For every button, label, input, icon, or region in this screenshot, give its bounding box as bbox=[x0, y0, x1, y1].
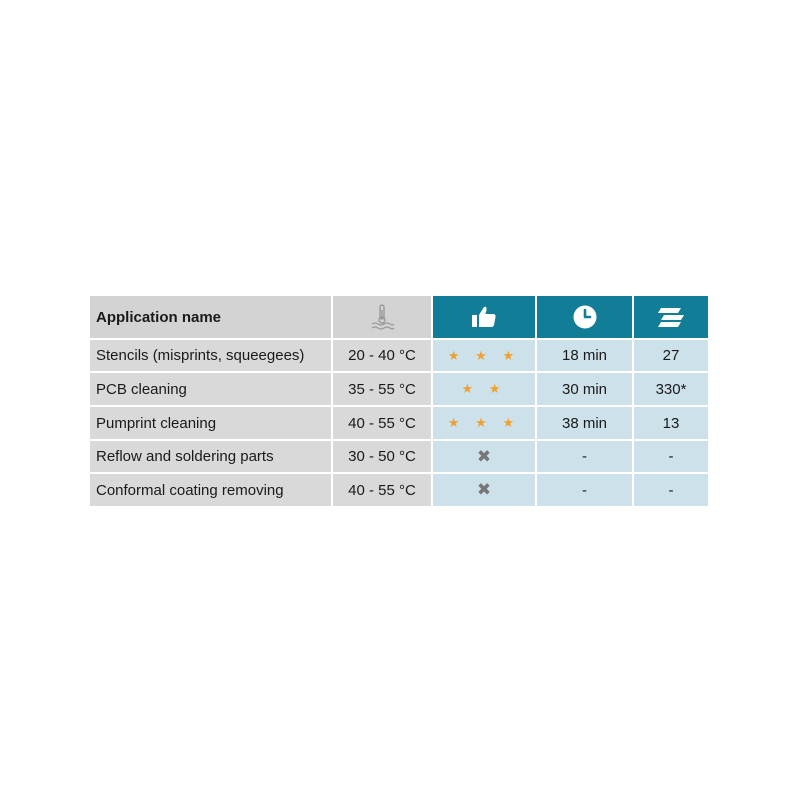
table-row-name: PCB cleaning bbox=[90, 373, 333, 407]
table-row-name: Stencils (misprints, squeegees) bbox=[90, 340, 333, 373]
star-rating-icon: ★ ★ ★ bbox=[447, 415, 521, 430]
not-suitable-icon: ✖ bbox=[476, 446, 492, 466]
table-row-rating bbox=[433, 441, 537, 474]
table-row-count: 27 bbox=[634, 340, 708, 373]
table-row-rating bbox=[433, 340, 537, 373]
table-row-time: - bbox=[537, 441, 634, 474]
table-row-temp: 40 - 55 °C bbox=[333, 474, 433, 506]
table-row-count: 13 bbox=[634, 407, 708, 441]
thermometer-bath-icon bbox=[368, 303, 396, 331]
table-row-rating bbox=[433, 407, 537, 441]
table-row-temp: 40 - 55 °C bbox=[333, 407, 433, 441]
table-row-name: Reflow and soldering parts bbox=[90, 441, 333, 474]
thumbs-up-icon bbox=[471, 305, 497, 329]
clock-icon bbox=[572, 304, 598, 330]
table-row-rating bbox=[433, 373, 537, 407]
table-row-time: 18 min bbox=[537, 340, 634, 373]
table-row-rating bbox=[433, 474, 537, 506]
table-row-time: 38 min bbox=[537, 407, 634, 441]
table-row-name: Conformal coating removing bbox=[90, 474, 333, 506]
header-time bbox=[537, 296, 634, 340]
table-row-temp: 30 - 50 °C bbox=[333, 441, 433, 474]
header-temperature bbox=[333, 296, 433, 340]
star-rating-icon: ★ ★ ★ bbox=[447, 347, 521, 363]
table-row-time: 30 min bbox=[537, 373, 634, 407]
layers-icon bbox=[658, 305, 684, 329]
table-row-count: - bbox=[634, 474, 708, 506]
header-application-name: Application name bbox=[90, 296, 333, 340]
table-row-temp: 20 - 40 °C bbox=[333, 340, 433, 373]
header-rating bbox=[433, 296, 537, 340]
application-table bbox=[90, 296, 708, 506]
table-row-count: - bbox=[634, 441, 708, 474]
not-suitable-icon: ✖ bbox=[476, 480, 492, 499]
header-count bbox=[634, 296, 708, 340]
table-row-time: - bbox=[537, 474, 634, 506]
star-rating-icon: ★ ★ bbox=[461, 381, 507, 396]
table-row-name: Pumprint cleaning bbox=[90, 407, 333, 441]
table-row-count: 330* bbox=[634, 373, 708, 407]
table-row-temp: 35 - 55 °C bbox=[333, 373, 433, 407]
